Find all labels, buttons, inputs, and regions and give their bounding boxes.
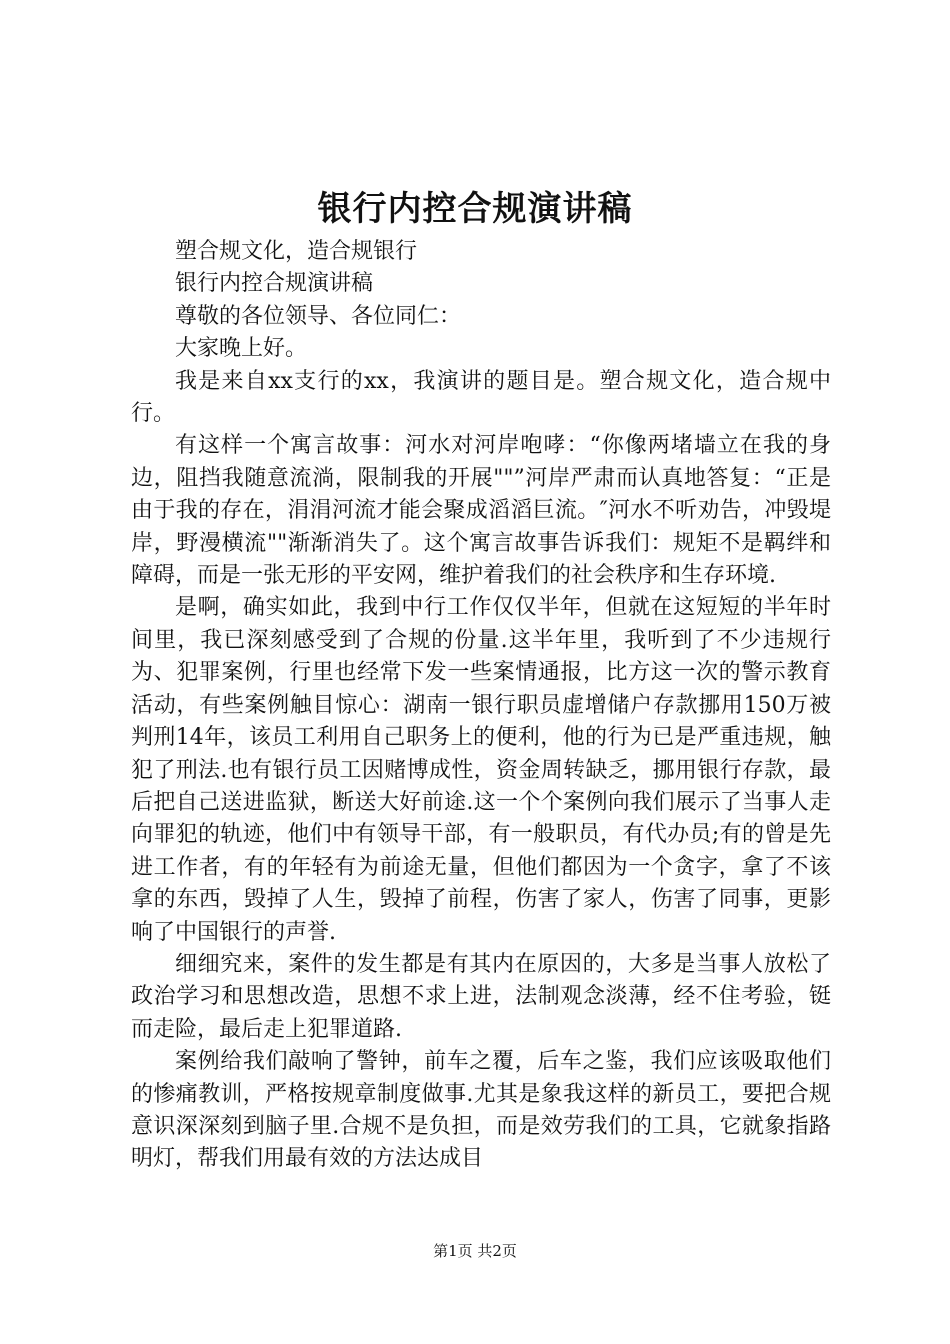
- paragraph-lessons: 案例给我们敲响了警钟，前车之覆，后车之鉴，我们应该吸取他们的惨痛教训，严格按规章制度做事.尤其是象我这样的新员工，要把合规意识深深刻到脑子里.合规不是负担，而是效劳我们的工具，它就象指路明灯，帮我们用最有效的方法达成目: [131, 1049, 831, 1172]
- paragraph-fable: 有这样一个寓言故事：河水对河岸咆哮：“你像两堵墙立在我的身边，阻挡我随意流淌，限制我的开展""”河岸严肃而认真地答复：“正是由于我的存在，涓涓河流才能会聚成滔滔巨流。″河水不听劝告，冲毁堤岸，野漫横流""渐渐消失了。这个寓言故事告诉我们：规矩不是羁绊和障碍，而是一张无形的平安网，维护着我们的社会秩序和生存环境.: [131, 433, 831, 589]
- document-body: [131, 236, 831, 1176]
- document-title: 银行内控合规演讲稿: [317, 189, 633, 229]
- paragraph-cases: 是啊，确实如此，我到中行工作仅仅半年，但就在这短短的半年时间里，我已深刻感受到了合规的份量.这半年里，我听到了不少违规行为、犯罪案例，行里也经常下发一些案情通报，比方这一次的警示教育活动，有些案例触目惊心：湖南一银行职员虚增储户存款挪用150万被判刑14年，该员工利用自己职务上的便利，他的行为已是严重违规，触犯了刑法.也有银行员工因赌博成性，资金周转缺乏，挪用银行存款，最后把自己送进监狱，断送大好前途.这一个个案例向我们展示了当事人走向罪犯的轨迹，他们中有领导干部，有一般职员，有代办员;有的曾是先进工作者，有的年轻有为前途无量，但他们都因为一个贪字，拿了不该拿的东西，毁掉了人生，毁掉了前程，伤害了家人，伤害了同事，更影响了中国银行的声誉.: [131, 595, 831, 945]
- paragraph-salutation: 尊敬的各位领导、各位同仁：: [175, 303, 462, 329]
- paragraph-greeting: 大家晚上好。: [175, 336, 308, 362]
- page-footer: 第1页 共2页: [433, 1242, 517, 1260]
- paragraph-subtitle: 塑合规文化，造合规银行: [175, 239, 418, 264]
- paragraph-causes: 细细究来，案件的发生都是有其内在原因的，大多是当事人放松了政治学习和思想改造，思想不求上进，法制观念淡薄，经不住考验，铤而走险，最后走上犯罪道路.: [131, 951, 831, 1042]
- paragraph-heading: 银行内控合规演讲稿: [175, 271, 374, 297]
- paragraph-intro: 我是来自xx支行的xx，我演讲的题目是。塑合规文化，造合规中行。: [131, 368, 831, 427]
